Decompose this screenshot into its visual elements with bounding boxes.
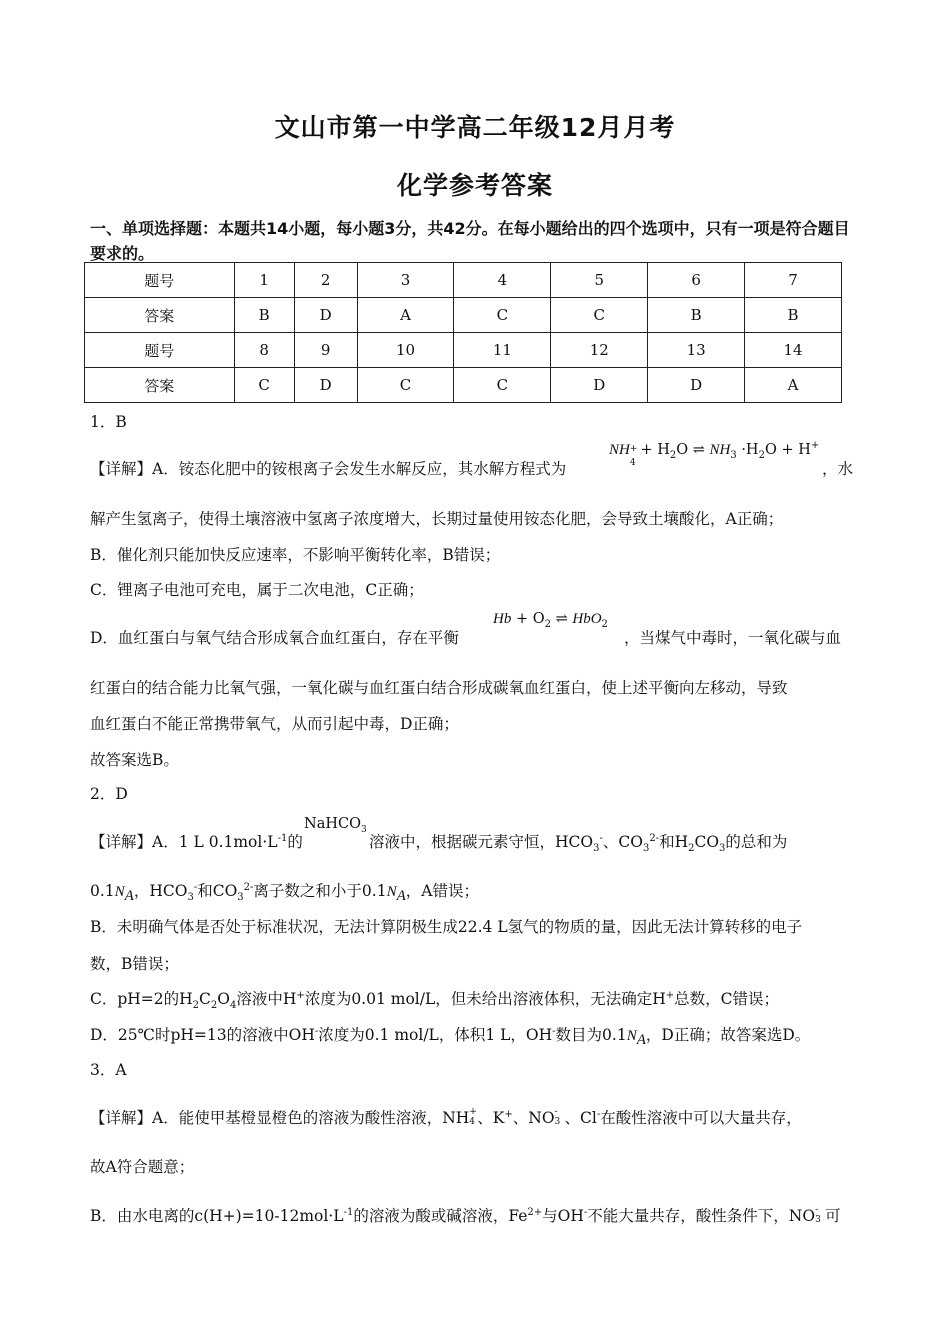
text: ，HCO [133, 882, 188, 900]
sub: 3 [593, 843, 600, 854]
formula-part: HbO [572, 611, 602, 627]
q1-option-c: C．锂离子电池可充电，属于二次电池，C正确； [90, 581, 424, 599]
q1-a-line2: 解产生氢离子，使得土壤溶液中氢离子浓度增大，长期过量使用铵态化肥，会导致土壤酸化，A正确； [90, 510, 784, 528]
q1-heading: 1．B [90, 413, 127, 431]
text: 0.1 [90, 882, 115, 900]
text: 、Cl [564, 1109, 597, 1127]
text: 和H [659, 833, 689, 851]
formula-sub: 2 [758, 450, 765, 461]
formula-part: + O [511, 611, 545, 627]
formula-sup: + [629, 444, 638, 454]
text: 、CO [602, 833, 643, 851]
text: O [217, 990, 231, 1008]
text: 的溶液为酸或碱溶液，Fe [353, 1207, 528, 1225]
sup: 2- [649, 833, 660, 844]
sup: 2- [243, 882, 254, 893]
table-cell-label: 题号 [85, 333, 235, 368]
q2-option-d [90, 1023, 860, 1048]
q3-option-a [90, 1106, 860, 1128]
table-row [85, 298, 842, 333]
q2-option-b: B．未明确气体是否处于标准状况，无法计算阴极生成22.4 L氢气的物质的量，因此无法计算转移的电子 [90, 918, 803, 936]
table-cell: 10 [357, 333, 454, 368]
sub: 3 [554, 1117, 561, 1127]
formula-part: O ⇌ [676, 442, 710, 458]
table-cell: B [745, 298, 842, 333]
sup: - [596, 1109, 601, 1120]
table-cell: C [454, 368, 551, 403]
q1-d-tail: ，当煤气中毒时，一氧化碳与血 [624, 629, 842, 647]
table-cell: D [551, 368, 648, 403]
formula-sub: 2 [601, 619, 608, 630]
table-cell: 6 [648, 263, 745, 298]
q1-option-a [90, 457, 860, 479]
text: N [626, 1028, 637, 1044]
q1-option-b: B．催化剂只能加快反应速率，不影响平衡转化率，B错误； [90, 546, 501, 564]
q1-a-tail: ，水 [822, 460, 854, 478]
sub: 3 [237, 892, 244, 903]
table-cell: 9 [294, 333, 357, 368]
text: N [114, 884, 125, 900]
table-cell-label: 题号 [85, 263, 235, 298]
table-cell-label: 答案 [85, 298, 235, 333]
text: 的总和为 [725, 833, 788, 851]
table-cell: A [745, 368, 842, 403]
table-cell: 1 [234, 263, 294, 298]
text: 离子数之和小于0.1 [253, 882, 387, 900]
text: 总数，C错误； [674, 990, 780, 1008]
sub: A [396, 888, 406, 904]
text: 溶液中，根据碳元素守恒，HCO [369, 833, 594, 851]
table-cell: C [551, 298, 648, 333]
table-cell: 14 [745, 333, 842, 368]
table-cell: 5 [551, 263, 648, 298]
text: 溶液中H [236, 990, 297, 1008]
sub: A [124, 888, 134, 904]
formula-sub: 4 [629, 458, 636, 468]
q3-option-b [90, 1204, 860, 1226]
hemoglobin-equation [493, 611, 608, 628]
sup: - [554, 1107, 558, 1117]
text: CO [694, 833, 720, 851]
sub: 3 [187, 892, 194, 903]
text: 的 [287, 833, 303, 851]
table-cell: D [294, 298, 357, 333]
sup: -1 [343, 1207, 354, 1218]
formula-part: NH [709, 442, 731, 458]
sub: 4 [469, 1117, 476, 1127]
formula-part: NaHCO [304, 816, 361, 832]
text: 【详解】A．能使甲基橙显橙色的溶液为酸性溶液，NH [90, 1109, 470, 1127]
q1-d-line2: 红蛋白的结合能力比氧气强，一氧化碳与血红蛋白结合形成碳氧血红蛋白，使上述平衡向左移动，导致 [90, 679, 788, 697]
table-cell: 12 [551, 333, 648, 368]
text: 【详解】A．1 L 0.1mol·L [90, 833, 278, 851]
text: 、K [477, 1109, 505, 1127]
formula-part: O + H [764, 442, 811, 458]
formula-part: NH [609, 442, 630, 458]
nahco3-formula [304, 816, 367, 835]
sup: -1 [277, 833, 288, 844]
text: ，D正确；故答案选D。 [645, 1026, 811, 1044]
sup: + [296, 990, 305, 1001]
sup: + [469, 1107, 477, 1117]
table-row [85, 263, 842, 298]
sup: + [504, 1109, 513, 1120]
sub: 3 [815, 1215, 821, 1225]
text: 与OH [542, 1207, 584, 1225]
text: C．pH=2的H [90, 990, 193, 1008]
table-cell: C [234, 368, 294, 403]
q1-option-d: D．血红蛋白与氧气结合形成氧合血红蛋白，存在平衡 [90, 629, 459, 647]
section-heading: 一、单项选择题：本题共14小题，每小题3分，共42分。在每小题给出的四个选项中，只有一项是符合题目要求的。 [90, 219, 850, 263]
sup: - [583, 1207, 588, 1218]
sup: - [552, 1026, 556, 1037]
formula-sub: 3 [360, 825, 367, 835]
table-cell-label: 答案 [85, 368, 235, 403]
q1-conclusion: 故答案选B。 [90, 751, 179, 769]
formula-sub: 3 [730, 450, 737, 461]
page-subtitle: 化学参考答案 [396, 171, 553, 200]
table-cell: 4 [454, 263, 551, 298]
q2-heading: 2．D [90, 785, 128, 803]
formula-part: ⇌ [550, 611, 573, 627]
table-cell: A [357, 298, 454, 333]
table-cell: B [648, 298, 745, 333]
formula-sub: 2 [544, 619, 551, 630]
text: 在酸性溶液中可以大量共存， [600, 1109, 802, 1127]
table-cell: D [294, 368, 357, 403]
sup: - [314, 1026, 319, 1037]
sub: 3 [642, 843, 650, 854]
text: 可 [825, 1207, 841, 1225]
hydrolysis-equation [609, 440, 820, 468]
sub: 2 [192, 1000, 200, 1011]
table-row [85, 368, 842, 403]
sup: - [815, 1205, 819, 1215]
text: B．由水电离的c(H+)=10-12mol·L [90, 1207, 344, 1225]
q2-a-tail [369, 830, 864, 852]
table-cell: 8 [234, 333, 294, 368]
formula-sub: 2 [669, 450, 677, 461]
table-cell: B [234, 298, 294, 333]
page-title: 文山市第一中学高二年级12月月考 [274, 113, 676, 142]
text: D．25℃时pH=13的溶液中OH [90, 1026, 315, 1044]
text: C [199, 990, 211, 1008]
sub: A [636, 1032, 646, 1048]
sub: 3 [719, 843, 726, 854]
sub: 2 [210, 1000, 218, 1011]
sup: - [599, 833, 603, 844]
text: 浓度为0.01 mol/L，但未给出溶液体积，无法确定H [304, 990, 666, 1008]
q3-a-line2: 故A符合题意； [90, 1158, 195, 1176]
q1-d-line3: 血红蛋白不能正常携带氧气，从而引起中毒，D正确； [90, 715, 459, 733]
text: 、NO [512, 1109, 555, 1127]
table-cell: 2 [294, 263, 357, 298]
table-row [85, 333, 842, 368]
q2-option-c [90, 987, 860, 1009]
sup: + [665, 990, 675, 1001]
table-cell: C [454, 298, 551, 333]
formula-part: + H [640, 442, 670, 458]
sub: 4 [230, 1000, 237, 1011]
q2-b-line2: 数，B错误； [90, 955, 179, 973]
formula-part: ·H [736, 442, 759, 458]
table-cell: 13 [648, 333, 745, 368]
sup: 2+ [527, 1207, 543, 1218]
text: N [386, 884, 397, 900]
table-cell: D [648, 368, 745, 403]
answer-table [84, 262, 842, 403]
text: 【详解】A．铵态化肥中的铵根离子会发生水解反应，其水解方程式为 [90, 460, 567, 478]
table-cell: 7 [745, 263, 842, 298]
text: 和CO [197, 882, 238, 900]
text: ，A错误； [405, 882, 479, 900]
formula-part: Hb [493, 611, 512, 627]
q2-a-line2 [90, 879, 860, 904]
table-cell: C [357, 368, 454, 403]
sup: - [193, 882, 198, 893]
text: 数目为0.1 [555, 1026, 627, 1044]
table-cell: 3 [357, 263, 454, 298]
text: 浓度为0.1 mol/L，体积1 L，OH [318, 1026, 553, 1044]
table-cell: 11 [454, 333, 551, 368]
q3-heading: 3．A [90, 1061, 127, 1079]
formula-sup: + [810, 440, 820, 451]
text: 不能大量共存，酸性条件下，NO [587, 1207, 816, 1225]
sub: 2 [688, 843, 695, 854]
